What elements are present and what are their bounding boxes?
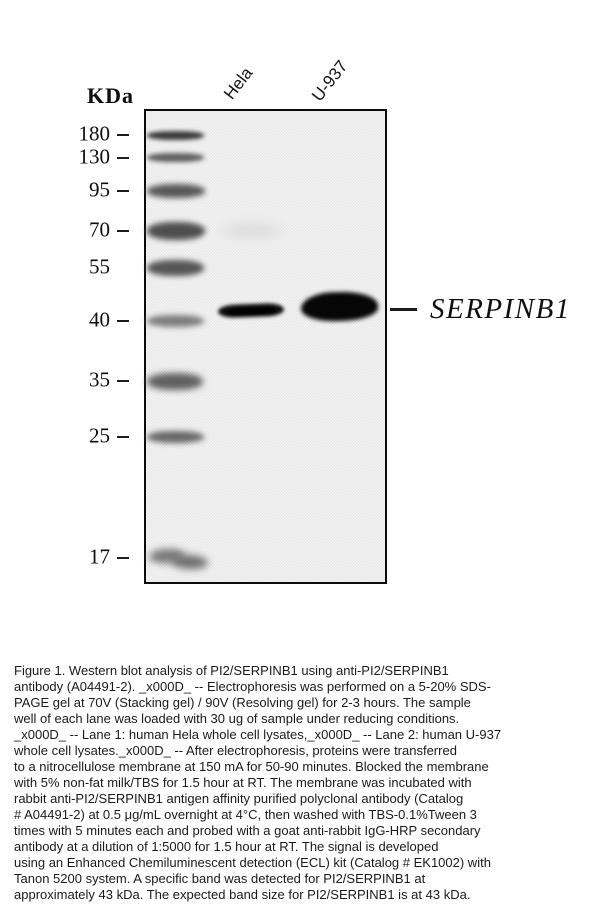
caption-line: rabbit anti-PI2/SERPINB1 antigen affinity purified polyclonal antibody (Catalog — [14, 791, 464, 806]
marker-label-55: 55 — [89, 254, 110, 279]
tick-dash-icon — [117, 380, 129, 382]
ladder-band-130kda — [147, 153, 204, 162]
caption-line: Figure 1. Western blot analysis of PI2/SERPINB1 using anti-PI2/SERPINB1 — [14, 663, 449, 678]
tick-dash-icon — [117, 230, 129, 232]
ladder-band-180kda — [147, 131, 204, 140]
band-pointer-dash-icon — [390, 308, 417, 311]
marker-label-17: 17 — [89, 544, 110, 569]
tick-dash-icon — [117, 157, 129, 159]
lane-label-hela: Hela — [220, 63, 257, 103]
tick-dash-icon — [117, 134, 129, 136]
tick-dash-icon — [117, 190, 129, 192]
marker-label-35: 35 — [89, 367, 110, 392]
caption-line: antibody at a dilution of 1:5000 for 1.5 hour at RT. The signal is developed — [14, 839, 439, 854]
caption-line: well of each lane was loaded with 30 ug of sample under reducing conditions. — [14, 711, 460, 726]
marker-label-70: 70 — [89, 217, 110, 242]
caption-line: approximately 43 kDa. The expected band size for PI2/SERPINB1 is at 43 kDa. — [14, 887, 471, 902]
kda-axis-title: KDa — [87, 83, 134, 108]
target-band-label: SERPINB1 — [430, 293, 571, 325]
ladder-band-70kda — [147, 222, 205, 240]
figure-caption — [14, 663, 594, 903]
caption-line: Tanon 5200 system. A specific band was detected for PI2/SERPINB1 at — [14, 871, 426, 886]
marker-label-25: 25 — [89, 423, 110, 448]
ladder-band-40kda — [147, 315, 204, 327]
ladder-band-55kda — [147, 260, 204, 276]
ladder-band-35kda — [147, 373, 203, 390]
tick-dash-icon — [117, 436, 129, 438]
marker-label-130: 130 — [78, 144, 110, 169]
ladder-band-25kda — [147, 431, 204, 443]
caption-line: PAGE gel at 70V (Stacking gel) / 90V (Resolving gel) for 2-3 hours. The sample — [14, 695, 471, 710]
caption-line: _x000D_ -- Lane 1: human Hela whole cell lysates,_x000D_ -- Lane 2: human U-937 — [14, 727, 502, 742]
caption-line: # A04491-2) at 0.5 μg/mL overnight at 4°C, then washed with TBS-0.1%Tween 3 — [14, 807, 477, 822]
tick-dash-icon — [117, 320, 129, 322]
caption-line: to a nitrocellulose membrane at 150 mA for 50-90 minutes. Blocked the membrane — [14, 759, 489, 774]
lane-label-u-937: U-937 — [308, 56, 352, 105]
caption-line: whole cell lysates._x000D_ -- After electrophoresis, proteins were transferred — [14, 743, 457, 758]
ladder-band-95kda — [147, 184, 205, 198]
marker-label-180: 180 — [78, 121, 110, 146]
caption-line: antibody (A04491-2). _x000D_ -- Electrophoresis was performed on a 5-20% SDS- — [14, 679, 491, 694]
caption-line: times with 5 minutes each and probed with a goat anti-rabbit IgG-HRP secondary — [14, 823, 481, 838]
marker-label-95: 95 — [89, 177, 110, 202]
caption-line: with 5% non-fat milk/TBS for 1.5 hour at RT. The membrane was incubated with — [14, 775, 472, 790]
band-hela-70kda — [221, 224, 283, 237]
caption-line: using an Enhanced Chemiluminescent detection (ECL) kit (Catalog # EK1002) with — [14, 855, 491, 870]
gel-blot-panel — [144, 109, 387, 584]
marker-label-40: 40 — [89, 307, 110, 332]
tick-dash-icon — [117, 557, 129, 559]
